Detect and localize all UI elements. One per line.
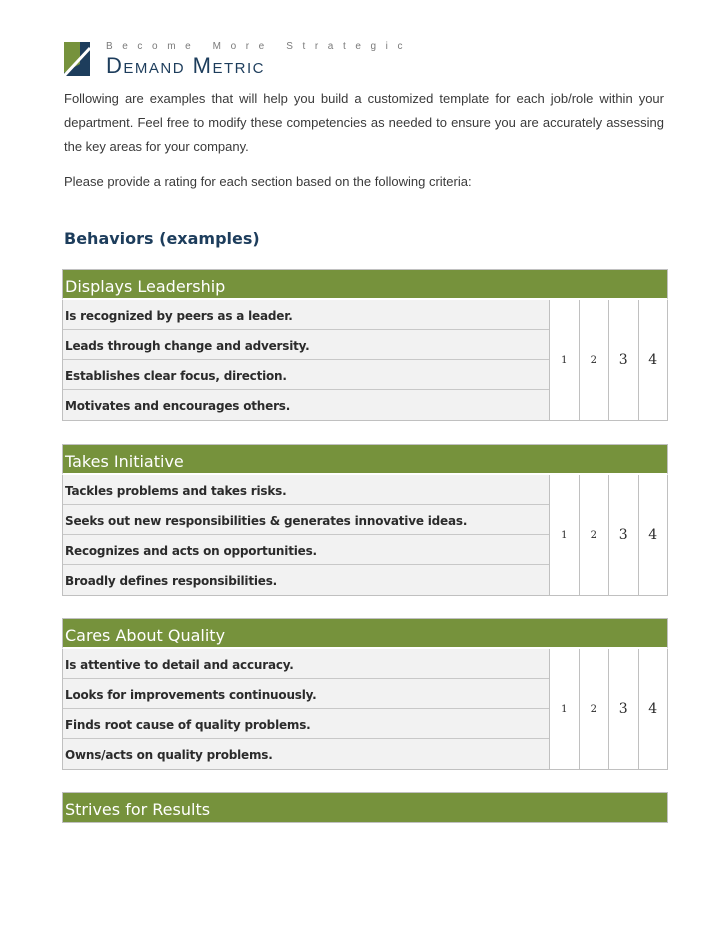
- competency-title: Takes Initiative: [62, 444, 668, 475]
- competency-title: Cares About Quality: [62, 618, 668, 649]
- tagline: Become More Strategic: [106, 41, 413, 52]
- competency-item: Is recognized by peers as a leader.: [63, 300, 549, 330]
- rating-cell-4[interactable]: 4: [638, 649, 668, 769]
- competency-table-initiative: [62, 444, 668, 596]
- competency-item: Recognizes and acts on opportunities.: [63, 535, 549, 565]
- competency-item: Seeks out new responsibilities & generates innovative ideas.: [63, 505, 549, 535]
- rating-cell-1[interactable]: 1: [549, 300, 579, 420]
- competency-title: Displays Leadership: [62, 269, 668, 300]
- section-heading: Behaviors (examples): [64, 229, 260, 248]
- rating-cell-4[interactable]: 4: [638, 475, 668, 595]
- competency-item: Leads through change and adversity.: [63, 330, 549, 360]
- brand-name: Demand Metric: [106, 53, 265, 78]
- competency-table-results: [62, 792, 668, 823]
- competency-item: Tackles problems and takes risks.: [63, 475, 549, 505]
- competency-item: Establishes clear focus, direction.: [63, 360, 549, 390]
- rating-cell-2[interactable]: 2: [579, 300, 609, 420]
- competency-item: Owns/acts on quality problems.: [63, 739, 549, 769]
- intro-paragraph: Following are examples that will help you build a customized template for each job/role within your department. Feel free to modify these competencies as needed to ensure you are accurately assessing the key areas for your company.: [64, 91, 664, 154]
- rating-cell-3[interactable]: 3: [608, 475, 638, 595]
- competency-table-quality: [62, 618, 668, 770]
- rating-cell-3[interactable]: 3: [608, 649, 638, 769]
- rating-cell-3[interactable]: 3: [608, 300, 638, 420]
- rating-cell-1[interactable]: 1: [549, 649, 579, 769]
- competency-item: Finds root cause of quality problems.: [63, 709, 549, 739]
- competency-title: Strives for Results: [62, 792, 668, 823]
- rating-cell-2[interactable]: 2: [579, 649, 609, 769]
- competency-item: Looks for improvements continuously.: [63, 679, 549, 709]
- rating-cell-1[interactable]: 1: [549, 475, 579, 595]
- criteria-text: Please provide a rating for each section based on the following criteria:: [64, 174, 472, 189]
- competency-table-leadership: [62, 269, 668, 421]
- competency-item: Motivates and encourages others.: [63, 390, 549, 420]
- competency-item: Is attentive to detail and accuracy.: [63, 649, 549, 679]
- rating-cell-4[interactable]: 4: [638, 300, 668, 420]
- rating-cell-2[interactable]: 2: [579, 475, 609, 595]
- competency-item: Broadly defines responsibilities.: [63, 565, 549, 595]
